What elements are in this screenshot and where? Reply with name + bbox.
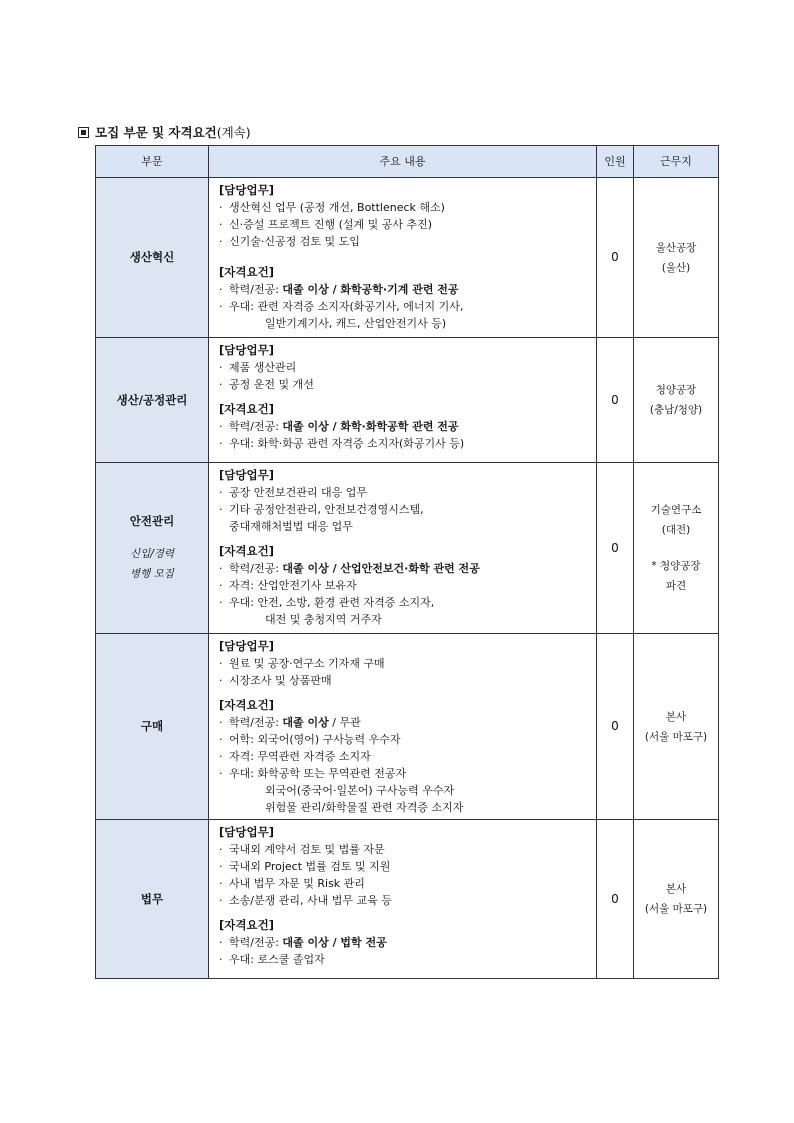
list-item-continuation: 중대재해처벌법 대응 업무 xyxy=(229,520,353,533)
list-item-continuation: 외국어(중국어·일본어) 구사능력 우수자 xyxy=(265,784,455,797)
department-cell xyxy=(96,338,209,463)
list-item: · 기타 공정안전관리, 안전보건경영시스템, xyxy=(219,503,424,516)
department-name: 생산/공정관리 xyxy=(116,392,188,407)
table-header-row xyxy=(96,146,719,178)
table-row xyxy=(96,178,719,338)
department-name: 구매 xyxy=(140,719,164,733)
department-cell xyxy=(96,463,209,634)
table-row xyxy=(96,820,719,979)
duty-title: [담당업무] xyxy=(219,343,274,357)
content-cell xyxy=(209,463,597,634)
location-cell: 울산공장 (울산) xyxy=(634,178,719,338)
list-item: · 우대: 로스쿨 졸업자 xyxy=(219,953,325,966)
department-cell xyxy=(96,634,209,820)
list-item: · 사내 법무 자문 및 Risk 관리 xyxy=(219,877,365,890)
section-heading-suffix: (계속) xyxy=(216,125,251,140)
content-cell xyxy=(209,634,597,820)
list-item: · 시장조사 및 상품판매 xyxy=(219,674,332,687)
list-item: · 학력/전공: 대졸 이상 / 산업안전보건·화학 관련 전공 xyxy=(219,562,480,575)
department-cell xyxy=(96,820,209,979)
headcount-cell: 0 xyxy=(597,820,634,979)
list-item: · 학력/전공: 대졸 이상 / 화학공학·기계 관련 전공 xyxy=(219,283,459,296)
qualification-title: [자격요건] xyxy=(219,265,274,279)
table-row xyxy=(96,634,719,820)
department-name: 생산혁신 xyxy=(129,250,175,264)
duty-title: [담당업무] xyxy=(219,639,274,653)
headcount-cell: 0 xyxy=(597,178,634,338)
duty-title: [담당업무] xyxy=(219,468,274,482)
headcount-cell: 0 xyxy=(597,634,634,820)
square-bullet-icon xyxy=(78,127,89,138)
department-note: 신입/경력 병행 모집 xyxy=(129,547,175,580)
content-cell xyxy=(209,820,597,979)
list-item: · 소송/분쟁 관리, 사내 법무 교육 등 xyxy=(219,894,392,907)
duty-title: [담당업무] xyxy=(219,183,274,197)
list-item-continuation: 위험물 관리/화학물질 관련 자격증 소지자 xyxy=(265,801,464,814)
list-item-continuation: 대전 및 충청지역 거주자 xyxy=(265,613,382,626)
headcount-cell: 0 xyxy=(597,338,634,463)
list-item: · 원료 및 공장·연구소 기자재 구매 xyxy=(219,657,385,670)
qualification-title: [자격요건] xyxy=(219,698,274,712)
section-heading-title: 모집 부문 및 자격요건 xyxy=(95,125,217,140)
list-item: · 신기술·신공정 검토 및 도입 xyxy=(219,235,360,248)
content-cell xyxy=(209,338,597,463)
recruitment-table xyxy=(95,145,719,979)
list-item: · 학력/전공: 대졸 이상 / 화학·화학공학 관련 전공 xyxy=(219,420,459,433)
section-heading xyxy=(78,123,251,141)
list-item: · 자격: 무역관련 자격증 소지자 xyxy=(219,750,371,763)
department-cell xyxy=(96,178,209,338)
location-cell: 본사 (서울 마포구) xyxy=(634,820,719,979)
qualification-title: [자격요건] xyxy=(219,402,274,416)
table-row xyxy=(96,463,719,634)
list-item: · 학력/전공: 대졸 이상 / 법학 전공 xyxy=(219,936,387,949)
header-headcount: 인원 xyxy=(597,146,634,178)
header-department: 부문 xyxy=(96,146,209,178)
list-item: · 국내외 Project 법률 검토 및 지원 xyxy=(219,860,391,873)
list-item: · 우대: 관련 자격증 소지자(화공기사, 에너지 기사, xyxy=(219,300,464,313)
content-cell xyxy=(209,178,597,338)
location-cell: 기술연구소 (대전) * 청양공장 파견 xyxy=(634,463,719,634)
list-item: · 생산혁신 업무 (공정 개선, Bottleneck 해소) xyxy=(219,201,445,214)
header-location: 근무지 xyxy=(634,146,719,178)
qualification-title: [자격요건] xyxy=(219,918,274,932)
list-item: · 신·증설 프로젝트 진행 (설계 및 공사 추진) xyxy=(219,218,433,231)
department-name: 법무 xyxy=(140,891,164,906)
list-item: · 우대: 안전, 소방, 환경 관련 자격증 소지자, xyxy=(219,596,435,609)
department-name: 안전관리 xyxy=(129,513,175,528)
list-item: · 국내외 계약서 검토 및 법률 자문 xyxy=(219,843,385,856)
qualification-title: [자격요건] xyxy=(219,544,274,558)
location-cell: 청양공장 (충남/청양) xyxy=(634,338,719,463)
list-item: · 제품 생산관리 xyxy=(219,361,297,374)
list-item: · 어학: 외국어(영어) 구사능력 우수자 xyxy=(219,733,401,746)
list-item: · 우대: 화학·화공 관련 자격증 소지자(화공기사 등) xyxy=(219,437,465,450)
duty-title: [담당업무] xyxy=(219,825,274,839)
list-item: · 공장 안전보건관리 대응 업무 xyxy=(219,486,368,499)
location-cell: 본사 (서울 마포구) xyxy=(634,634,719,820)
list-item: · 학력/전공: 대졸 이상 / 무관 xyxy=(219,716,361,729)
header-main-content: 주요 내용 xyxy=(209,146,597,178)
list-item: · 공정 운전 및 개선 xyxy=(219,378,314,391)
table-row xyxy=(96,338,719,463)
headcount-cell: 0 xyxy=(597,463,634,634)
list-item: · 우대: 화학공학 또는 무역관련 전공자 xyxy=(219,767,407,780)
list-item-continuation: 일반기계기사, 캐드, 산업안전기사 등) xyxy=(265,317,447,330)
list-item: · 자격: 산업안전기사 보유자 xyxy=(219,579,357,592)
